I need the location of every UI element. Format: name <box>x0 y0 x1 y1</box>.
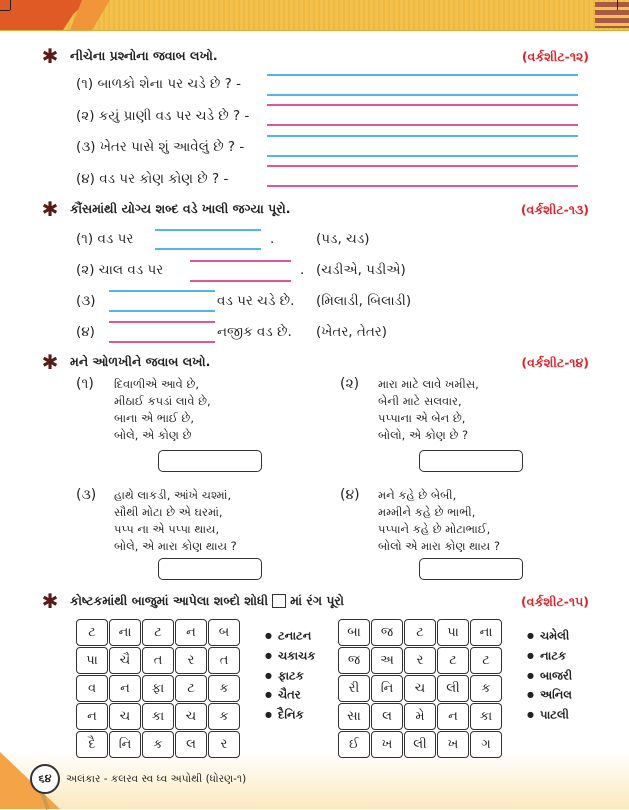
crop-mark <box>0 10 10 11</box>
grid-cell[interactable]: ક <box>470 675 502 702</box>
grid-cell[interactable]: કા <box>470 703 502 730</box>
riddle-3 <box>76 487 316 557</box>
grid-cell[interactable]: મે <box>404 703 436 730</box>
grid-cell[interactable]: ક <box>142 731 174 758</box>
riddle-number: (૧) <box>76 376 94 392</box>
grid-cell[interactable]: રી <box>338 675 370 702</box>
grid-cell[interactable]: ન <box>437 703 469 730</box>
blank-4-top[interactable] <box>109 321 215 323</box>
word-search-grid-1 <box>76 619 240 758</box>
grid-cell[interactable]: ફા <box>142 675 174 702</box>
section2-title: કૌંસમાંથી યોગ્ય શબ્દ વડે ખાલી જગ્યા પૂરો. <box>70 201 291 216</box>
riddle-3-answer-box[interactable] <box>158 558 262 580</box>
banner-stripes-decoration <box>595 2 629 28</box>
grid-cell[interactable]: ચ <box>175 703 207 730</box>
riddle-line: સૌથી મોટા છે એ ઘરમાં, <box>114 505 223 519</box>
answer-line-1-bottom[interactable] <box>267 94 578 96</box>
riddle-line: મમ્મીને કહે છે ભાભી, <box>378 505 476 519</box>
item-number: (૩) <box>76 293 96 309</box>
grid-cell[interactable]: ન <box>175 619 207 646</box>
riddle-2-answer-box[interactable] <box>419 450 523 472</box>
grid-cell[interactable]: ગ <box>470 731 502 758</box>
riddle-line: દિવાળીએ આવે છે, <box>114 377 200 391</box>
blank-3-top[interactable] <box>109 290 215 292</box>
riddle-line: બોલો, એ કોણ છે ? <box>378 428 469 442</box>
grid-cell[interactable]: જ <box>338 647 370 674</box>
item-text-after: નજીક વડ છે. <box>217 324 292 340</box>
blank-1-top[interactable] <box>155 229 261 231</box>
grid-cell[interactable]: ર <box>175 647 207 674</box>
word-list-item: ● નાટક <box>527 646 572 666</box>
riddle-line: મારા માટે લાવે ખમીસ, <box>378 377 479 391</box>
grid-cell[interactable]: દૈ <box>76 731 108 758</box>
blank-2-top[interactable] <box>190 260 291 262</box>
grid-cell[interactable]: વ <box>76 675 108 702</box>
answer-line-4-bottom[interactable] <box>267 185 578 187</box>
word-list-item: ● અનિલ <box>527 685 572 705</box>
word-list-item: ● દૈનિક <box>265 705 315 725</box>
grid-cell[interactable]: ન <box>109 675 141 702</box>
blank-1-bottom[interactable] <box>155 248 261 250</box>
riddle-1-answer-box[interactable] <box>158 450 262 472</box>
grid-cell[interactable]: નિ <box>371 675 403 702</box>
riddle-number: (૩) <box>76 487 97 503</box>
section1-heading <box>40 46 218 66</box>
riddle-line: હાથે લાકડી, આંખે ચશ્માં, <box>114 488 232 502</box>
word-list-item: ● ચૈતર <box>265 685 315 705</box>
question-1: (૧) બાળકો શેના પર ચડે છે ? - <box>76 76 241 92</box>
riddle-4-answer-box[interactable] <box>419 558 523 580</box>
page-number-badge: ૬૪ <box>30 764 60 794</box>
section3-title: મને ઓળખીને જવાબ લખો. <box>70 354 211 369</box>
riddle-number: (૪) <box>340 487 360 503</box>
riddle-4 <box>340 487 580 557</box>
options-1: (પડ, ચડ) <box>316 231 370 247</box>
item-text-after: . <box>270 231 275 247</box>
grid-cell[interactable]: ખ <box>437 731 469 758</box>
grid-cell[interactable]: ચૈ <box>109 647 141 674</box>
item-number: (૨) <box>76 262 95 278</box>
question-4: (૪) વડ પર કોણ કોણ છે ? - <box>76 171 229 187</box>
riddle-line: મને કહે છે બેબી, <box>378 488 457 502</box>
options-2: (ચડીએ, પડીએ) <box>316 262 406 278</box>
grid-cell[interactable]: ના <box>470 619 502 646</box>
item-text-after: વડ પર ચડે છે. <box>217 293 295 309</box>
blank-3-bottom[interactable] <box>109 310 215 312</box>
grid-cell[interactable]: ટ <box>470 647 502 674</box>
footer <box>30 764 246 794</box>
answer-line-1-top[interactable] <box>267 74 578 76</box>
item-number: (૧) <box>76 231 94 247</box>
answer-line-2-bottom[interactable] <box>267 124 578 126</box>
word-list-2 <box>527 626 572 725</box>
word-list-item: ● ચકાચક <box>265 646 315 666</box>
grid-cell[interactable]: જ <box>371 619 403 646</box>
riddle-line: બોલે, એ કોણ છે <box>114 428 192 442</box>
grid-cell[interactable]: ર <box>208 731 240 758</box>
item-text-before: વડ પર <box>97 231 134 247</box>
section1-worksheet-label: (વર્કશીટ-૧૨) <box>521 49 589 64</box>
crop-mark <box>10 0 11 10</box>
answer-line-4-top[interactable] <box>267 165 578 167</box>
grid-cell[interactable]: લી <box>437 675 469 702</box>
question-3: (૩) ખેતર પાસે શું આવેલું છે ? - <box>76 139 245 155</box>
grid-cell[interactable]: ચ <box>109 703 141 730</box>
star-flower-icon: ✱ <box>41 350 59 374</box>
fill-blank-1 <box>76 231 133 247</box>
word-search-grid-2 <box>338 619 502 758</box>
word-list-1 <box>265 626 315 725</box>
section2-worksheet-label: (વર્કશીટ-૧૩) <box>520 202 589 217</box>
word-list-item: ● ચમેલી <box>527 626 572 646</box>
section4-title-before: કોષ્ટકમાંથી બાજુમાં આપેલા શબ્દો શોધી <box>70 593 269 608</box>
item-number: (૪) <box>76 324 95 340</box>
grid-cell[interactable]: ત <box>142 647 174 674</box>
grid-cell[interactable]: પા <box>76 647 108 674</box>
fill-blank-3 <box>76 293 96 309</box>
word-list-item: ● બાજરી <box>527 666 572 686</box>
riddle-1 <box>76 376 316 446</box>
star-flower-icon: ✱ <box>41 44 59 68</box>
grid-cell[interactable]: કા <box>142 703 174 730</box>
star-flower-icon: ✱ <box>41 589 59 613</box>
word-list-item: ● ટનાટન <box>265 626 315 646</box>
grid-cell[interactable]: ર <box>404 647 436 674</box>
book-title: અલંકાર - કલરવ સ્વ ધ્વ અપોથી (ધોરણ-૧) <box>66 772 247 785</box>
riddle-line: પપ્પ ના એ પપ્પા થાય, <box>114 522 220 536</box>
blank-4-bottom[interactable] <box>109 341 215 343</box>
fill-blank-2 <box>76 262 163 278</box>
section4-worksheet-label: (વર્કશીટ-૧૫) <box>520 594 589 609</box>
riddle-number: (૨) <box>340 376 360 392</box>
item-text-before: ચાલ વડ પર <box>98 262 164 278</box>
grid-cell[interactable]: ત <box>208 647 240 674</box>
riddle-line: બોલો એ મારા કોણ થાય ? <box>378 539 500 553</box>
grid-cell[interactable]: લ <box>371 703 403 730</box>
grid-cell[interactable]: ટ <box>175 675 207 702</box>
grid-cell[interactable]: ક <box>208 675 240 702</box>
grid-cell[interactable]: લી <box>404 731 436 758</box>
grid-cell[interactable]: નિ <box>109 731 141 758</box>
grid-cell[interactable]: અ <box>371 647 403 674</box>
riddle-line: બેની માટે સલવાર, <box>378 394 462 408</box>
grid-cell[interactable]: ટ <box>76 619 108 646</box>
options-4: (ખેતર, તેતર) <box>316 324 388 340</box>
grid-cell[interactable]: ચ <box>404 675 436 702</box>
blank-2-bottom[interactable] <box>190 280 291 282</box>
grid-cell[interactable]: ખ <box>371 731 403 758</box>
riddle-line: મીઠાઈ કપડાં લાવે છે, <box>114 394 211 408</box>
grid-cell[interactable]: ક <box>208 703 240 730</box>
section2-heading <box>40 199 291 219</box>
fill-blank-4 <box>76 324 95 340</box>
item-text-after: . <box>300 262 305 278</box>
color-box-icon <box>272 594 286 608</box>
options-3: (મિલાડી, બિલાડી) <box>316 293 412 309</box>
riddle-line: પપ્પાને કહે છે મોટાભાઈ, <box>378 522 491 536</box>
grid-cell[interactable]: ના <box>109 619 141 646</box>
word-list-item: ● ફાટક <box>265 666 315 686</box>
grid-cell[interactable]: પા <box>437 619 469 646</box>
grid-cell[interactable]: ટ <box>142 619 174 646</box>
riddle-2 <box>340 376 580 446</box>
grid-cell[interactable]: સા <box>338 703 370 730</box>
grid-cell[interactable]: ન <box>76 703 108 730</box>
grid-cell[interactable]: ઈ <box>338 731 370 758</box>
crop-mark <box>617 0 618 10</box>
section3-heading <box>40 352 210 372</box>
question-2: (૨) કયું પ્રાણી વડ પર ચડે છે ? - <box>76 108 250 124</box>
word-list-item: ● પાટલી <box>527 705 572 725</box>
grid-cell[interactable]: બા <box>338 619 370 646</box>
top-banner <box>0 0 629 31</box>
star-flower-icon: ✱ <box>41 197 59 221</box>
grid-cell[interactable]: બ <box>208 619 240 646</box>
answer-line-3-top[interactable] <box>267 135 578 137</box>
grid-cell[interactable]: ટ <box>404 619 436 646</box>
section3-worksheet-label: (વર્કશીટ-૧૪) <box>521 355 589 370</box>
answer-line-3-bottom[interactable] <box>267 155 578 157</box>
grid-cell[interactable]: લ <box>175 731 207 758</box>
section4-title-after: માં રંગ પૂરો <box>290 593 345 608</box>
riddle-line: પપ્પાના એ બેન છે, <box>378 411 466 425</box>
section1-title: નીચેના પ્રશ્નોના જવાબ લખો. <box>70 48 218 63</box>
riddle-line: બોલે, એ મારા કોણ થાય ? <box>114 539 237 553</box>
section4-heading <box>40 591 344 611</box>
riddle-line: બાના એ ભાઈ છે, <box>114 411 194 425</box>
answer-line-2-top[interactable] <box>267 104 578 106</box>
grid-cell[interactable]: ટ <box>437 647 469 674</box>
